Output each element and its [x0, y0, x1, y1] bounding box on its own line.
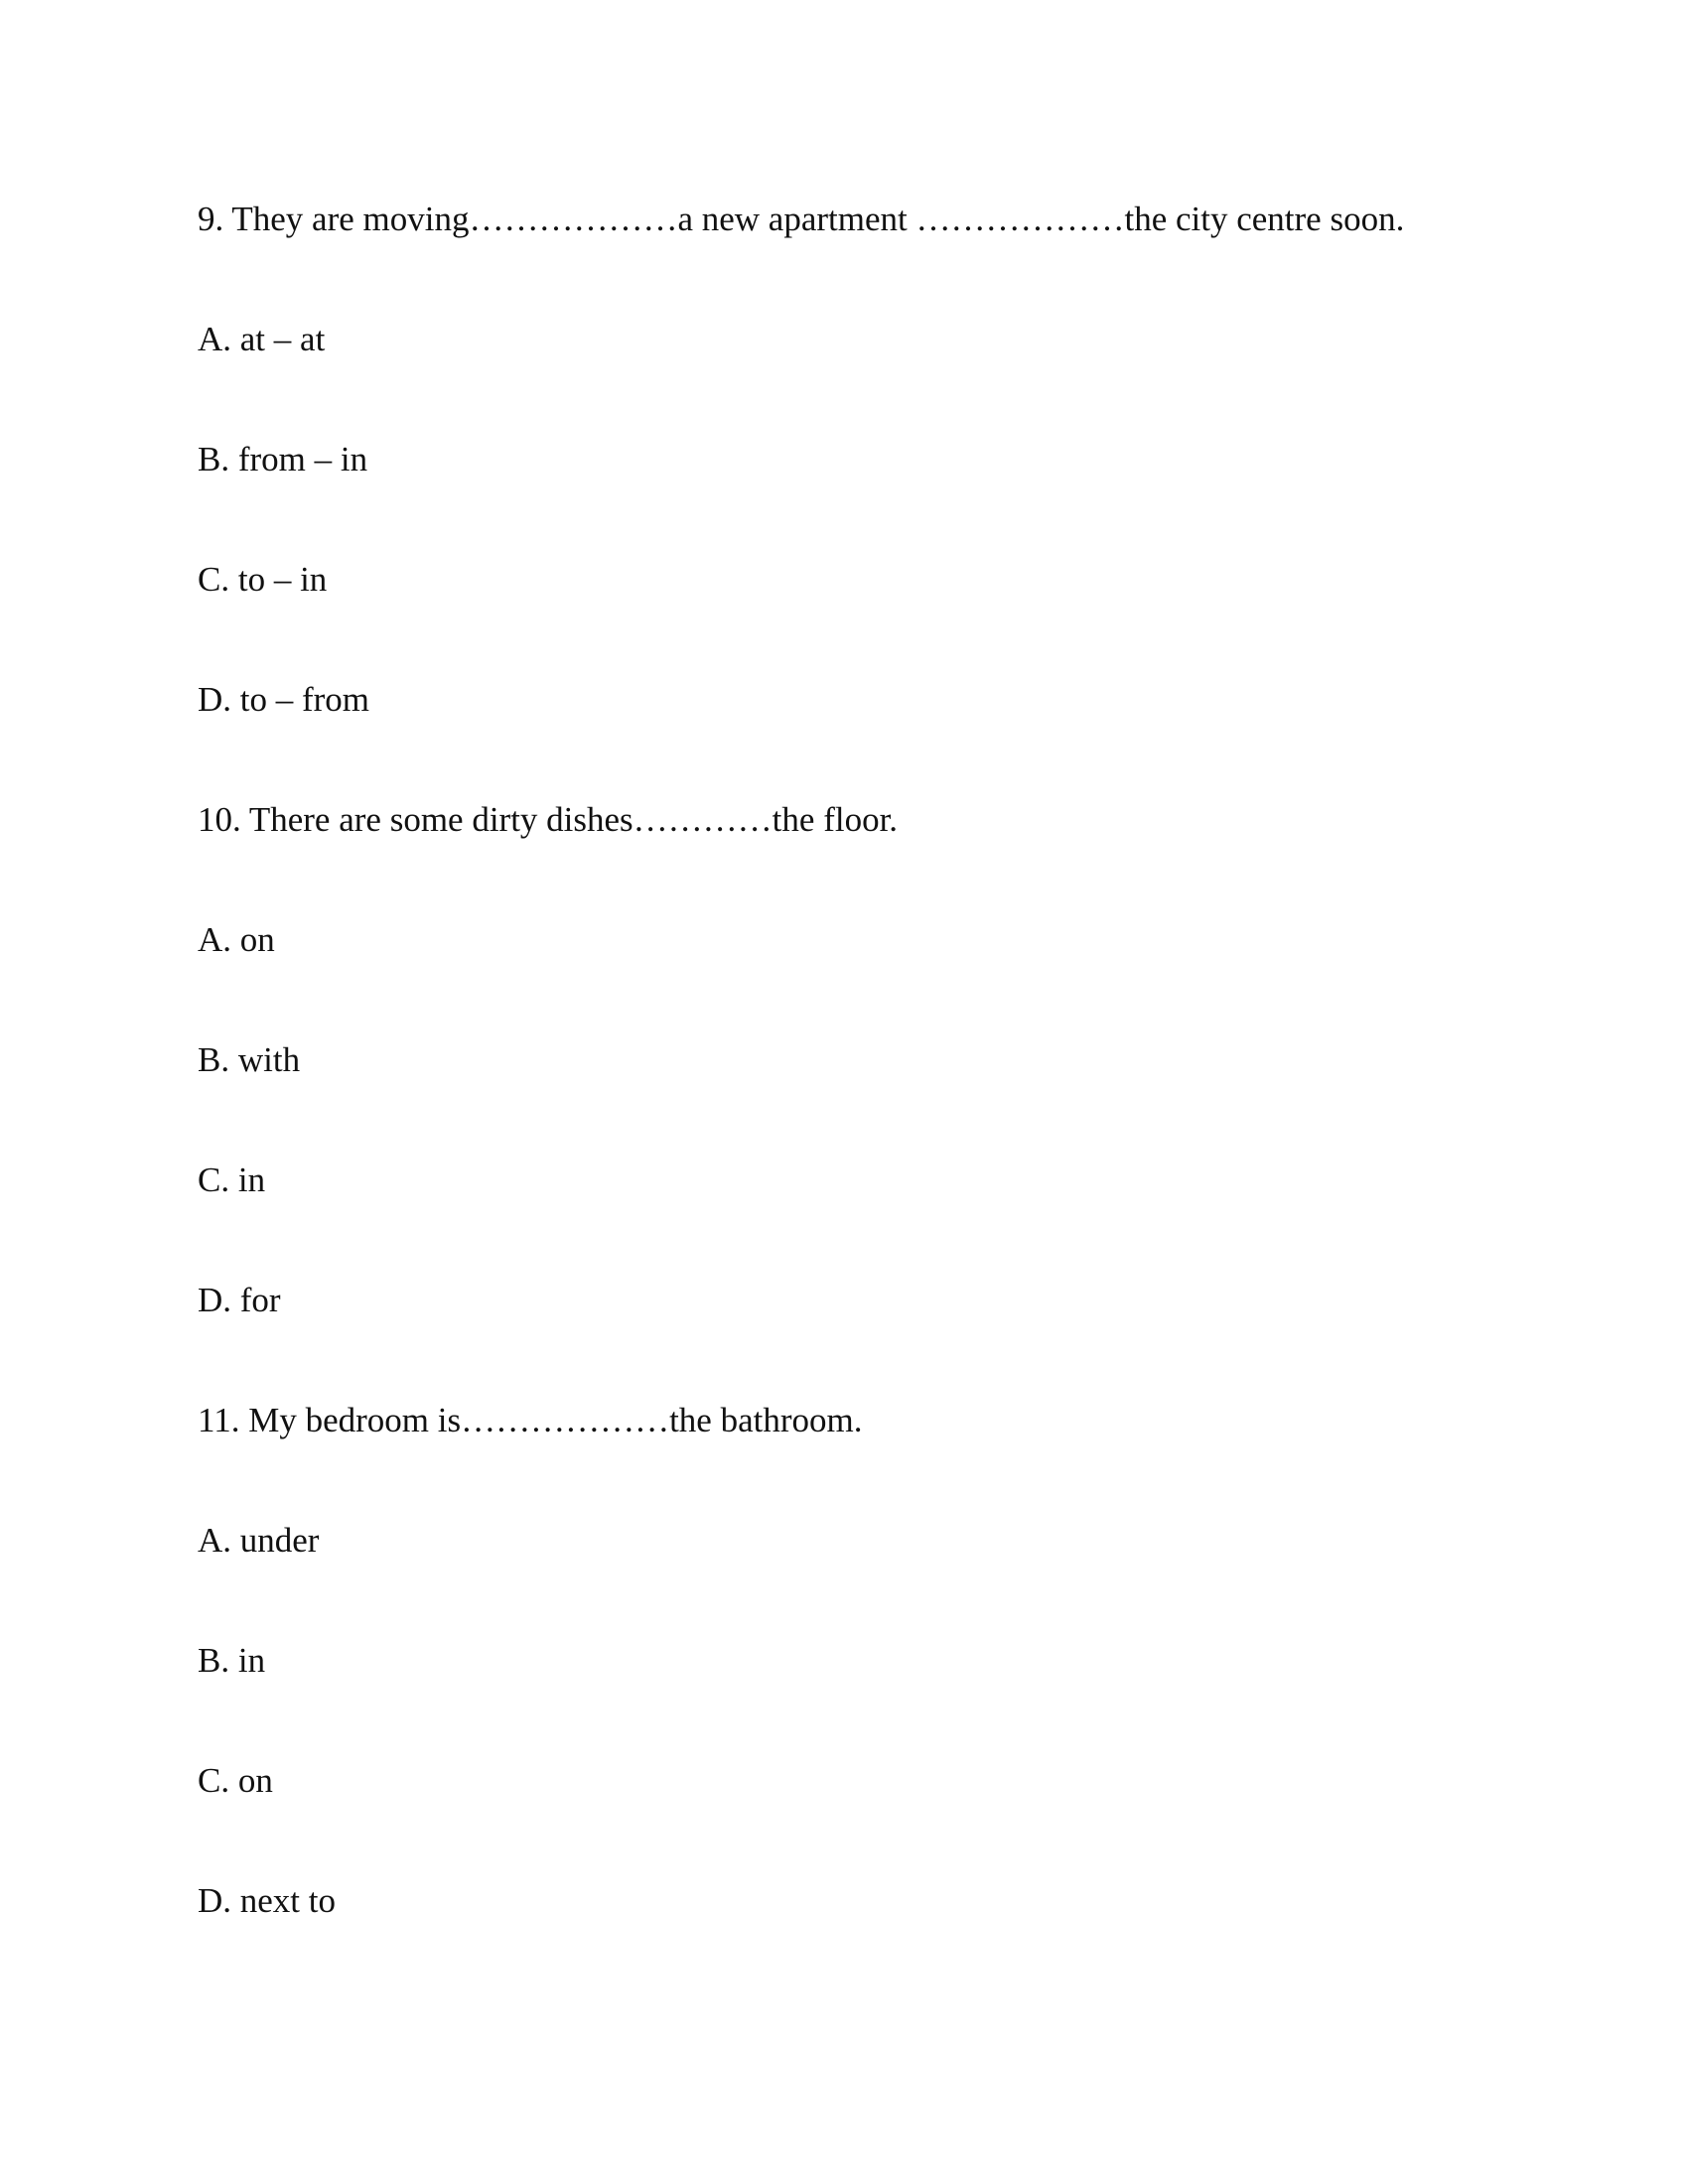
question-9-option-d: D. to – from — [198, 680, 370, 719]
question-9-option-b: B. from – in — [198, 440, 368, 478]
question-11-option-b: B. in — [198, 1641, 266, 1680]
question-10-option-a: A. on — [198, 920, 275, 959]
question-9-option-a: A. at – at — [198, 320, 326, 358]
question-11-stem: 11. My bedroom is………………the bathroom. — [198, 1401, 863, 1439]
question-11-option-a: A. under — [198, 1521, 320, 1560]
question-10-option-b: B. with — [198, 1040, 301, 1079]
question-10-option-c: C. in — [198, 1160, 266, 1199]
question-9-option-c: C. to – in — [198, 560, 328, 599]
question-9-stem: 9. They are moving………………a new apartment ………………the city centre soon. — [198, 200, 1405, 238]
question-11-option-d: D. next to — [198, 1881, 337, 1920]
question-10-option-d: D. for — [198, 1281, 281, 1319]
question-10-stem: 10. There are some dirty dishes…………the floor. — [198, 800, 899, 839]
question-11-option-c: C. on — [198, 1761, 273, 1800]
